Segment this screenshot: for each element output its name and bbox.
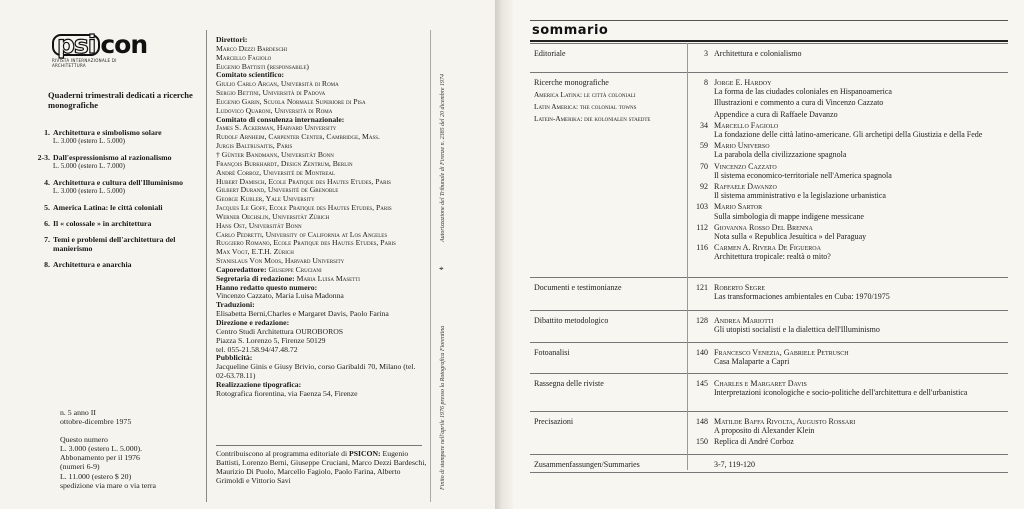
staff-detail: tel. 055-21.58.94/47.48.72 <box>216 344 298 354</box>
staff-role-name: Maria Luisa Masetti <box>296 273 360 283</box>
toc-page-number: 92 <box>700 182 708 192</box>
toc-section-subtitle: Latin America: the colonial towns <box>534 102 637 112</box>
toc-author: Giovanna Rosso Del Brenna <box>714 222 813 232</box>
logo-word-b: con <box>100 30 148 59</box>
toc-entry <box>690 202 1008 220</box>
toc-column-divider <box>687 43 688 72</box>
toc-column-divider <box>687 277 688 310</box>
sommario-rule-top <box>530 20 1008 21</box>
staff-member: Marcello Fagiolo <box>216 52 272 62</box>
staff-member: Sergio Bettini, Università di Padova <box>216 88 326 98</box>
toc-end-rule <box>530 472 1008 473</box>
toc-section <box>530 373 1008 411</box>
list-item <box>22 178 202 196</box>
staff-member: Jurgis Baltrusaitis, Paris <box>216 141 293 151</box>
toc-section-title: Ricerche monografiche America Latina: le città coloniali Latin America: the colonial towns Latein-Amerika: die kolonialen staedte <box>534 78 684 123</box>
volume-number: 5. <box>44 203 50 212</box>
toc-entry <box>690 49 1008 58</box>
staff-heading: Comitato scientifico: <box>216 70 285 80</box>
toc-entry <box>690 243 1008 261</box>
staff-member: Rudolf Arnheim, Carpenter Center, Cambridge, Mass. <box>216 132 380 142</box>
staff-role-label: Segretaria di redazione: <box>216 273 297 283</box>
issue-number: n. 5 anno II <box>60 408 96 417</box>
toc-entries <box>690 78 1008 264</box>
staff-member: Werner Oechslin, Universität Zürich <box>216 211 330 221</box>
subscription-price: L. 11.000 (estero $ 20) <box>60 471 132 481</box>
logo-word-a: psi <box>52 34 100 56</box>
logo-tagline: RIVISTA INTERNAZIONALE DI ARCHITETTURA <box>52 58 117 68</box>
staff-member: Carlo Pedretti, University of California at Los Angeles <box>216 229 388 239</box>
toc-author: Andrea Mariotti <box>714 316 774 325</box>
volume-number: 6. <box>44 219 50 228</box>
volume-number: 8. <box>44 260 50 269</box>
register-mark-icon: ⌖ <box>439 264 444 273</box>
toc-article-title: Nota sulla « Republica Jesuítica » del Paraguay <box>714 232 867 242</box>
staff-member: Ludovico Quaroni, Università di Roma <box>216 105 333 115</box>
toc-article-title: Il sistema amministrativo e la legislazione urbanistica <box>714 191 886 201</box>
toc-author: Marcello Fagiolo <box>714 120 779 130</box>
toc-section-title: Precisazioni <box>534 417 574 426</box>
volume-number: 2-3. <box>37 153 50 162</box>
toc-entry <box>690 283 1008 301</box>
printing-note: Finito di stampare nell'aprile 1976 presso la Rotografica Fiorentina <box>440 325 446 490</box>
toc-page-number: 140 <box>696 348 708 357</box>
staff-member: Stanislaus Von Moos, Harvard University <box>216 256 345 266</box>
toc-column-divider <box>687 411 688 454</box>
toc-article-title: Casa Malaparte a Capri <box>714 357 790 367</box>
staff-member: Giulio Carlo Argan, Università di Roma <box>216 79 339 89</box>
toc-entry <box>690 437 1008 446</box>
toc-rule <box>530 342 1008 343</box>
staff-member: Hubert Damisch, Ecole Pratique des Hautes Etudes, Paris <box>216 176 391 186</box>
list-item <box>22 219 202 228</box>
toc-entry <box>690 316 1008 334</box>
staff-heading: Pubblicità: <box>216 353 253 363</box>
staff-detail: Rotografica fiorentina, via Faenza 54, Firenze <box>216 388 358 398</box>
toc-rule <box>530 310 1008 311</box>
staff-detail: Centro Studi Architettura OUROBOROS <box>216 326 344 336</box>
toc-entry <box>690 98 1008 107</box>
toc-article-title: Interpretazioni iconologiche e socio-politiche dell'architettura e dell'urbanistica <box>714 388 968 398</box>
toc-entry <box>690 110 1008 119</box>
contributors <box>216 449 428 485</box>
toc-section-title: Fotoanalisi <box>534 348 570 357</box>
toc-page-number: 59 <box>700 141 708 151</box>
list-item <box>22 128 202 146</box>
staff-role-label: Caporedattore: <box>216 264 269 274</box>
toc-page-number: 34 <box>700 120 708 130</box>
series-subtitle: Quaderni trimestrali dedicati a ricerche monografiche <box>48 90 193 110</box>
sommario-rule-bottom <box>530 40 1008 42</box>
toc-entries <box>690 379 1008 399</box>
volume-title: Architettura e anarchia <box>53 260 132 269</box>
list-item <box>22 235 202 253</box>
staff-member: Ruggiero Romano, Ecole Pratique des Hautes Etudes, Paris <box>216 238 396 248</box>
column-divider <box>206 30 207 502</box>
toc-rule <box>530 373 1008 374</box>
toc-page-number: 145 <box>696 379 708 388</box>
volume-title: America Latina: le città coloniali <box>53 203 163 212</box>
staff-member: Hans Ost, Universität Bonn <box>216 220 302 230</box>
toc-entry <box>690 121 1008 139</box>
toc-section-title: Documenti e testimonianze <box>534 283 622 292</box>
staff-detail: Jacqueline Ginis e Giusy Brivio, corso Garibaldi 70, Milano (tel. 02-63.78.11) <box>216 362 416 381</box>
toc-entry <box>690 182 1008 200</box>
toc-article-title: Il sistema economico-territoriale nell'America spagnola <box>714 170 892 180</box>
toc-article-title: Illustrazioni e commento a cura di Vincenzo Cazzato <box>714 98 884 108</box>
staff-heading: Hanno redatto questo numero: <box>216 282 318 292</box>
toc-author: Carmen A. Rivera De Figueroa <box>714 243 821 253</box>
toc-section <box>530 277 1008 310</box>
toc-section-title: Dibattito metodologico <box>534 316 609 325</box>
staff-member: André Corboz, Université de Montreal <box>216 167 336 177</box>
toc-section-title: Zusammenfassungen/Summaries <box>534 460 640 469</box>
toc-entry <box>690 141 1008 159</box>
staff-member: Jacques Le Goff, Ecole Pratique des Hautes Etudes, Paris <box>216 203 392 213</box>
toc-column-divider <box>687 373 688 411</box>
volume-list <box>22 128 202 276</box>
staff-heading: Direttori: <box>216 35 248 44</box>
toc-page-number: 150 <box>696 437 708 447</box>
toc-rule <box>530 72 1008 73</box>
issue-price: L. 3.000 (estero L. 5.000). <box>60 443 143 453</box>
toc-entries <box>690 348 1008 368</box>
toc-page-number: 70 <box>700 161 708 171</box>
volume-number: 1. <box>44 128 50 137</box>
staff-heading: Comitato di consulenza internazionale: <box>216 114 345 124</box>
toc-article-title: Replica di André Corboz <box>714 437 794 447</box>
toc-entry <box>690 417 1008 435</box>
toc-entries <box>690 49 1008 60</box>
toc-article-title: Las transformaciones ambientales en Cuba: 1970/1975 <box>714 292 890 302</box>
toc-article-title: Architettura e colonialismo <box>714 49 802 58</box>
staff-member: † Günter Bandmann, Universität Bonn <box>216 149 334 159</box>
subscription-label: Abbonamento per il 1976 <box>60 453 140 463</box>
toc-article-title: Appendice a cura di Raffaele Davanzo <box>714 109 838 119</box>
staff-member: George Kubler, Yale University <box>216 194 315 204</box>
contributors-lead: Contribuiscono al programma editoriale di <box>216 449 350 458</box>
toc-section <box>530 342 1008 373</box>
toc-page-number: 116 <box>696 243 708 253</box>
staff-heading: Realizzazione tipografica: <box>216 379 302 389</box>
toc-author: Raffaele Davanzo <box>714 182 777 192</box>
toc-author: Jorge E. Hardoy <box>714 78 772 87</box>
toc-article-title: La parabola della civilizzazione spagnola <box>714 150 847 160</box>
toc-section-title: Rassegna delle riviste <box>534 379 604 388</box>
toc-section-title: Editoriale <box>534 49 566 58</box>
toc-article-title: Architettura tropicale: realtà o mito? <box>714 252 831 262</box>
staff-heading: Direzione e redazione: <box>216 318 290 327</box>
toc-page-number: 148 <box>696 417 708 426</box>
shipping-note: spedizione via mare o via terra <box>60 481 156 491</box>
toc-rule <box>530 43 1008 44</box>
toc-section <box>530 454 1008 470</box>
page-gutter <box>495 0 513 509</box>
volume-price: L. 3.000 (estero L. 5.000) <box>53 187 125 195</box>
toc-rule <box>530 277 1008 278</box>
issue-info <box>60 408 200 490</box>
toc-author: Mario Sartor <box>714 202 763 212</box>
issue-period: ottobre-dicembre 1975 <box>60 417 132 427</box>
volume-title: Dall'espressionismo al razionalismo <box>53 153 172 162</box>
toc-page-number: 8 <box>704 78 708 87</box>
staff-member: Eugenio Garin, Scuola Normale Superiore di Pisa <box>216 96 366 106</box>
toc-entries <box>690 316 1008 336</box>
toc-entry <box>690 223 1008 241</box>
staff-member: Eugenio Battisti (responsabile) <box>216 61 309 71</box>
staff-role-name: Giuseppe Cruciani <box>268 264 322 274</box>
toc-author: Vincenzo Cazzato <box>714 161 777 171</box>
volume-number: 7. <box>44 235 50 244</box>
registration-note: Autorizzazione del Tribunale di Firenze n. 2385 del 20 dicembre 1974 <box>440 73 446 242</box>
toc-column-divider <box>687 72 688 277</box>
volume-price: L. 3.000 (estero L. 5.000) <box>53 137 125 145</box>
toc-author: Matilde Baffa Rivolta, Augusto Rossari <box>714 417 856 426</box>
toc-entries <box>690 283 1008 303</box>
toc-article-title: Sulla simbologia di mappe indigene messicane <box>714 211 864 221</box>
toc-entry <box>690 78 1008 96</box>
volume-title: Architettura e simbolismo solare <box>53 128 162 137</box>
toc-entries <box>690 460 1008 471</box>
toc-section <box>530 310 1008 342</box>
issue-price-label: Questo numero <box>60 434 108 444</box>
toc-column-divider <box>687 310 688 342</box>
toc-section <box>530 411 1008 454</box>
toc-entry <box>690 460 1008 469</box>
toc-column-divider <box>687 342 688 373</box>
toc-page-number: 128 <box>696 316 708 325</box>
staff-member: Marco Dezzi Bardeschi <box>216 43 288 53</box>
staff-member: James S. Ackerman, Harvard University <box>216 123 337 133</box>
toc-page-number: 3 <box>704 49 708 58</box>
toc-article-title: La fondazione delle città latino-americane. Gli archetipi della Giustizia e della Fede <box>714 130 983 140</box>
volume-title: Architettura e cultura dell'Illuminismo <box>53 178 184 187</box>
staff-heading: Traduzioni: <box>216 300 255 310</box>
masthead-staff <box>216 36 426 399</box>
contributors-journal: PSICON: <box>349 449 381 458</box>
staff-member: Max Vogt, E.T.H. Zürich <box>216 247 294 257</box>
subscription-numbers: (numeri 6-9) <box>60 462 100 472</box>
volume-price: L. 5.000 (estero L. 7.000) <box>53 162 125 170</box>
column-divider-2 <box>430 30 431 502</box>
toc-page-number: 103 <box>696 202 708 212</box>
list-item <box>22 153 202 171</box>
list-item <box>22 260 202 269</box>
toc-article-title: Gli utopisti socialisti e la dialettica dell'Illuminismo <box>714 325 880 335</box>
toc-entry <box>690 348 1008 366</box>
sommario-title: sommario <box>532 23 609 38</box>
toc-article-title: A proposito di Alexander Klein <box>714 426 815 436</box>
toc-author: Charles e Margaret Davis <box>714 379 807 388</box>
psicon-logo <box>52 30 148 68</box>
staff-detail: Vincenzo Cazzato, Maria Luisa Madonna <box>216 291 344 301</box>
staff-member: François Burkhardt, Design Zentrum, Berlin <box>216 158 353 168</box>
toc-author: Mario Universo <box>714 141 770 151</box>
toc-entry <box>690 379 1008 397</box>
toc-section <box>530 43 1008 72</box>
contributors-list: Eugenio Battisti, Lorenzo Berni, Giuseppe Cruciani, Marco Dezzi Bardeschi, Maurizio Di Puolo, Marcello Fagiolo, Paolo Farina, Alberto Grimoldi e Vittorio Savi <box>216 449 427 485</box>
volume-title: Il « colossale » in architettura <box>53 219 152 228</box>
list-item <box>22 203 202 212</box>
staff-detail: Piazza S. Lorenzo 5, Firenze 50129 <box>216 335 326 345</box>
staff-member: Gilbert Durand, Université de Grenoble <box>216 185 339 195</box>
toc-column-divider <box>687 454 688 470</box>
volume-number: 4. <box>44 178 50 187</box>
toc-page-number: 121 <box>696 283 708 292</box>
volume-title: Temi e problemi dell'architettura del manierismo <box>53 235 176 253</box>
toc-page-number: 112 <box>696 222 708 232</box>
toc-section <box>530 72 1008 277</box>
toc-author: Francesco Venezia, Gabriele Petrusch <box>714 348 849 357</box>
toc-entry <box>690 162 1008 180</box>
masthead-separator <box>216 445 422 446</box>
toc-article-title: La forma de las ciudades coloniales en Hispanoamerica <box>714 87 892 97</box>
toc-section-subtitle: America Latina: le città coloniali <box>534 90 636 100</box>
toc-entries <box>690 417 1008 449</box>
toc-rule <box>530 411 1008 412</box>
toc-author: Roberto Segre <box>714 283 765 292</box>
toc-section-subtitle: Latein-Amerika: die kolonialen staedte <box>534 114 651 124</box>
toc-rule <box>530 454 1008 455</box>
staff-detail: Elisabetta Berni,Charles e Margaret Davis, Paolo Farina <box>216 309 389 319</box>
toc-article-title: 3-7, 119-120 <box>714 460 756 469</box>
